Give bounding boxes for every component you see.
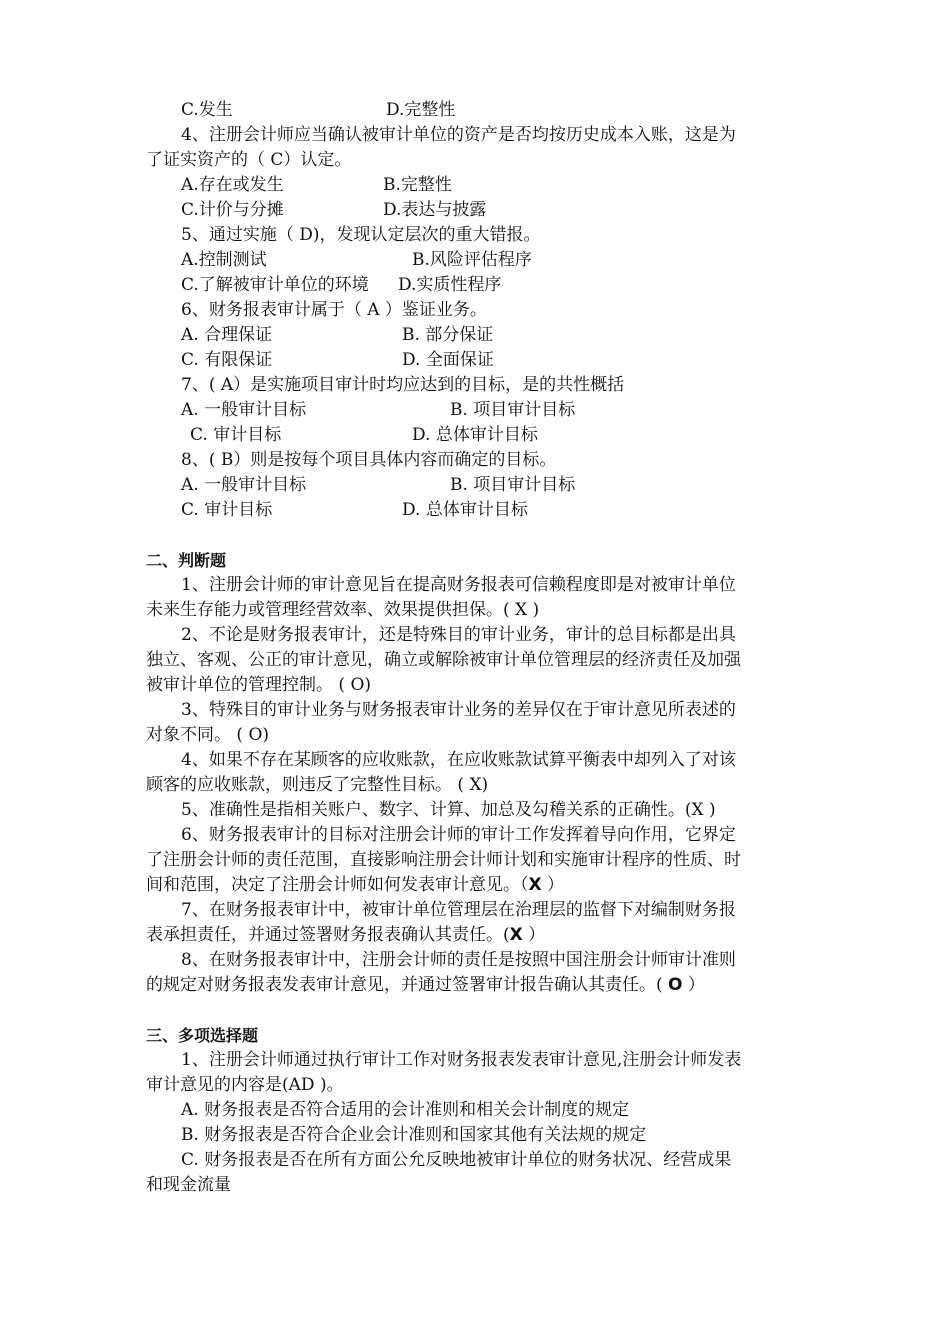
judgment-7-line2-end: ）: [522, 925, 546, 945]
judgment-3-line1: 3、特殊目的审计业务与财务报表审计业务的差异仅在于审计意见所表述的: [181, 700, 736, 720]
multi-1-line1: 1、注册会计师通过执行审计工作对财务报表发表审计意见,注册会计师发表: [181, 1050, 742, 1070]
q4-stem-line2: 了证实资产的（ C）认定。: [146, 150, 352, 170]
q6-option-b: B. 部分保证: [402, 325, 494, 345]
q8-option-a: A. 一般审计目标: [181, 475, 307, 495]
q4-option-a: A.存在或发生: [181, 175, 284, 195]
judgment-7-line1: 7、在财务报表审计中，被审计单位管理层在治理层的监督下对编制财务报: [181, 900, 736, 920]
q8-stem: 8、( B）则是按每个项目具体内容而确定的目标。: [181, 450, 557, 470]
q4-option-d: D.表达与披露: [383, 200, 487, 220]
q7-option-c: C. 审计目标: [190, 425, 282, 445]
judgment-2-line2: 独立、客观、公正的审计意见，确立或解除被审计单位管理层的经济责任及加强: [146, 650, 741, 670]
q7-stem: 7、( A）是实施项目审计时均应达到的目标，是的共性概括: [181, 375, 625, 395]
multi-1-option-c-line1: C. 财务报表是否在所有方面公允反映地被审计单位的财务状况、经营成果: [181, 1150, 732, 1170]
judgment-4-line1: 4、如果不存在某顾客的应收账款，在应收账款试算平衡表中却列入了对该: [181, 750, 736, 770]
q8-option-d: D. 总体审计目标: [402, 500, 528, 520]
judgment-6-line1: 6、财务报表审计的目标对注册会计师的审计工作发挥着导向作用，它界定: [181, 825, 736, 845]
judgment-7-answer: X: [509, 925, 523, 945]
judgment-1-line1: 1、注册会计师的审计意见旨在提高财务报表可信赖程度即是对被审计单位: [181, 575, 736, 595]
q8-option-b: B. 项目审计目标: [450, 475, 576, 495]
judgment-6-line3: [146, 873, 564, 898]
judgment-8-line2-end: ）: [682, 975, 705, 995]
q4-option-c: C.计价与分摊: [181, 200, 284, 220]
q5-stem: 5、通过实施（ D)，发现认定层次的重大错报。: [181, 225, 541, 245]
judgment-7-line2-text: 表承担责任，并通过签署财务报表确认其责任。(: [146, 925, 510, 945]
q4-stem-line1: 4、注册会计师应当确认被审计单位的资产是否均按历史成本入账，这是为: [181, 125, 736, 145]
q3-option-d: D.完整性: [386, 100, 456, 120]
judgment-8-answer: O: [668, 975, 683, 995]
multi-1-line2: 审计意见的内容是(AD )。: [146, 1075, 344, 1095]
judgment-2-line3: 被审计单位的管理控制。 ( O): [146, 675, 372, 695]
judgment-6-line3-text: 间和范围，决定了注册会计师如何发表审计意见。（: [146, 875, 529, 895]
q3-option-c: C.发生: [181, 100, 233, 120]
multi-1-option-a: A. 财务报表是否符合适用的会计准则和相关会计制度的规定: [181, 1100, 630, 1120]
judgment-6-line3-end: ）: [541, 875, 565, 895]
judgment-6-line2: 了注册会计师的责任范围，直接影响注册会计师计划和实施审计程序的性质、时: [146, 850, 741, 870]
q6-option-a: A. 合理保证: [181, 325, 273, 345]
judgment-2-line1: 2、不论是财务报表审计，还是特殊目的审计业务，审计的总目标都是出具: [181, 625, 736, 645]
q5-option-a: A.控制测试: [181, 250, 267, 270]
q6-option-c: C. 有限保证: [181, 350, 273, 370]
multi-1-option-b: B. 财务报表是否符合企业会计准则和国家其他有关法规的规定: [181, 1125, 647, 1145]
judgment-8-line2-text: 的规定对财务报表发表审计意见，并通过签署审计报告确认其责任。(: [146, 975, 669, 995]
q5-option-b: B.风险评估程序: [412, 250, 532, 270]
section-heading-judgment: 二、判断题: [146, 551, 227, 570]
q6-stem: 6、财务报表审计属于（ A ）鉴证业务。: [181, 300, 487, 320]
judgment-8-line2: [146, 973, 705, 998]
q7-option-b: B. 项目审计目标: [450, 400, 576, 420]
judgment-6-answer: X: [528, 875, 542, 895]
q4-option-b: B.完整性: [383, 175, 452, 195]
q5-option-c: C.了解被审计单位的环境: [181, 275, 369, 295]
judgment-3-line2: 对象不同。 ( O): [146, 725, 270, 745]
q7-option-d: D. 总体审计目标: [412, 425, 538, 445]
judgment-8-line1: 8、在财务报表审计中，注册会计师的责任是按照中国注册会计师审计准则: [181, 950, 736, 970]
multi-1-option-c-line2: 和现金流量: [146, 1175, 231, 1195]
section-heading-multiple-choice: 三、多项选择题: [146, 1026, 259, 1045]
q5-option-d: D.实质性程序: [398, 275, 502, 295]
judgment-1-line2: 未来生存能力或管理经营效率、效果提供担保。( X ): [146, 600, 540, 620]
q7-option-a: A. 一般审计目标: [181, 400, 307, 420]
q8-option-c: C. 审计目标: [181, 500, 273, 520]
q6-option-d: D. 全面保证: [402, 350, 494, 370]
judgment-7-line2: [146, 923, 545, 948]
judgment-4-line2: 顾客的应收账款，则违反了完整性目标。 ( X): [146, 775, 489, 795]
judgment-5-line1: 5、准确性是指相关账户、数字、计算、加总及勾稽关系的正确性。(X ): [181, 800, 716, 820]
